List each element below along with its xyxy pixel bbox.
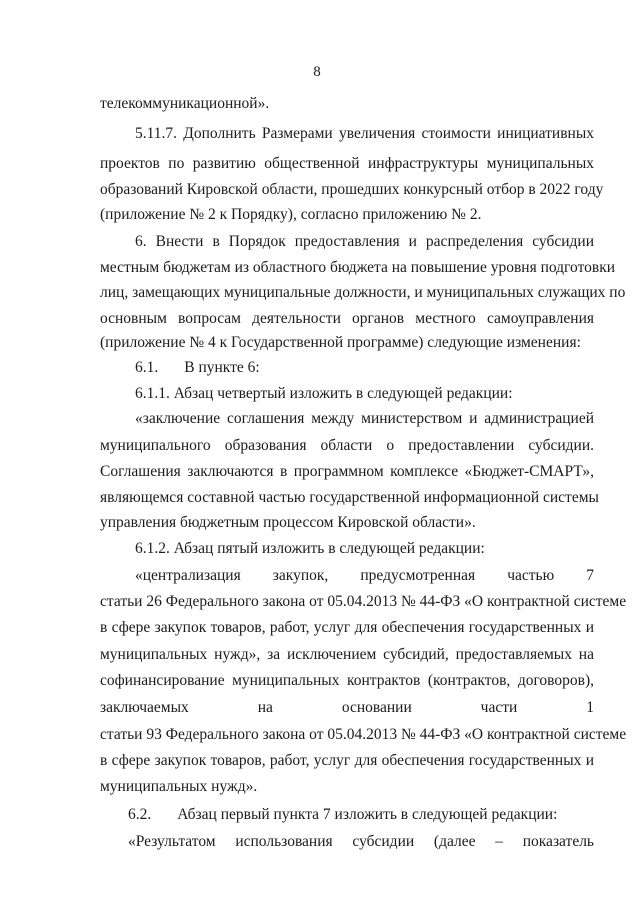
- text-line: управления бюджетным процессом Кировской области».: [100, 514, 476, 531]
- text-line: «Результатом использования субсидии (далее – показатель: [128, 833, 594, 850]
- text-line: «централизация закупок, предусмотренная частью 7: [135, 567, 594, 584]
- text-line: муниципальных нужд», за исключением субсидий, предоставляемых на: [100, 646, 594, 663]
- clause-number: 6.: [135, 233, 147, 250]
- text-line: в сфере закупок товаров, работ, услуг для обеспечения государственных и: [100, 619, 594, 636]
- text-line: 6.1.2. Абзац пятый изложить в следующей редакции:: [135, 540, 485, 557]
- clause-number: 6.1.: [135, 359, 159, 376]
- clause-text: Внести в Порядок предоставления и распределения субсидии: [155, 233, 595, 250]
- text-line: муниципального образования области о предоставлении субсидии.: [100, 437, 594, 454]
- text-line: местным бюджетам из областного бюджета на повышение уровня подготовки: [100, 259, 616, 276]
- text-line: (приложение № 4 к Государственной программе) следующие изменения:: [100, 334, 581, 351]
- text-line: (приложение № 2 к Порядку), согласно приложению № 2.: [100, 206, 482, 223]
- text-line: лиц, замещающих муниципальные должности, и муниципальных служащих по: [100, 284, 626, 301]
- clause-text: В пункте 6:: [184, 359, 260, 376]
- text-line: Соглашения заключаются в программном комплексе «Бюджет-СМАРТ»,: [100, 463, 594, 480]
- text-line: [135, 358, 594, 378]
- text-line: заключаемых на основании части 1: [100, 699, 594, 716]
- text-line: 6.1.1. Абзац четвертый изложить в следующей редакции:: [135, 385, 513, 402]
- text-line: в сфере закупок товаров, работ, услуг для обеспечения государственных и: [100, 752, 594, 769]
- text-line: являющемся составной частью государственной информационной системы: [100, 489, 599, 506]
- clause-text: Абзац первый пункта 7 изложить в следующей редакции:: [177, 806, 558, 823]
- text-line: 5.11.7. Дополнить Размерами увеличения стоимости инициативных: [135, 125, 594, 142]
- page-number: 8: [313, 64, 321, 80]
- text-line: образований Кировской области, прошедших конкурсный отбор в 2022 году: [100, 181, 604, 198]
- text-line: «заключение соглашения между министерством и администрацией: [135, 410, 594, 427]
- text-line: статьи 93 Федерального закона от 05.04.2013 № 44-ФЗ «О контрактной системе: [100, 726, 627, 743]
- text-line: [128, 805, 594, 825]
- text-line: муниципальных нужд».: [100, 778, 258, 795]
- text-line: основным вопросам деятельности органов местного самоуправления: [100, 310, 594, 327]
- text-line: статьи 26 Федерального закона от 05.04.2013 № 44-ФЗ «О контрактной системе: [100, 593, 627, 610]
- text-line: софинансирование муниципальных контрактов (контрактов, договоров),: [100, 672, 594, 689]
- text-line: [135, 232, 594, 252]
- text-line: телекоммуникационной».: [100, 95, 270, 112]
- clause-number: 6.2.: [128, 806, 152, 823]
- text-line: проектов по развитию общественной инфраструктуры муниципальных: [100, 155, 594, 172]
